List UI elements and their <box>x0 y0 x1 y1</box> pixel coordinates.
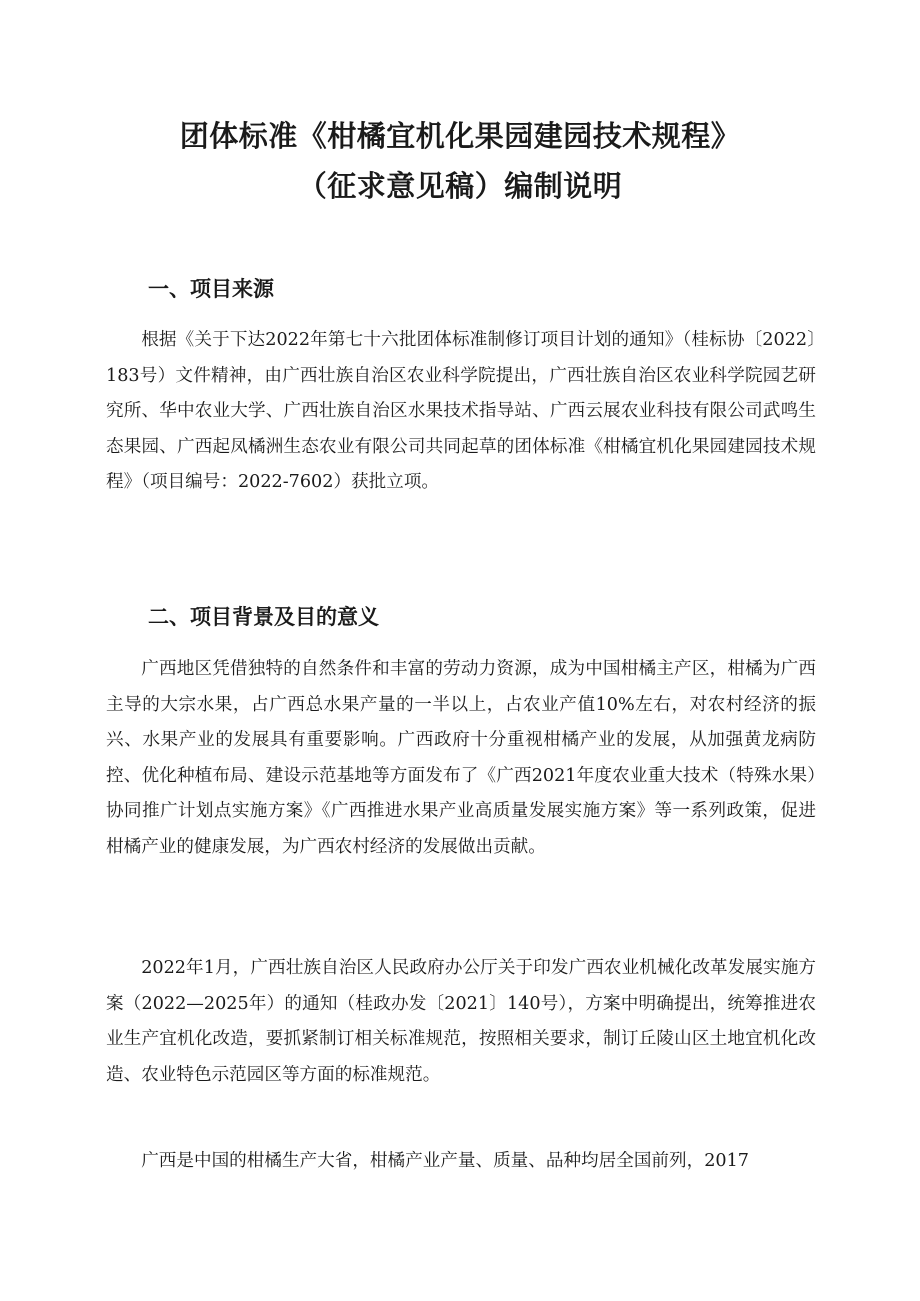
paragraph-project-source: 根据《关于下达2022年第七十六批团体标准制修订项目计划的通知》（桂标协〔2022〕183号）文件精神，由广西壮族自治区农业科学院提出，广西壮族自治区农业科学院园艺研究所、华中农业大学、广西壮族自治区水果技术指导站、广西云展农业科技有限公司武鸣生态果园、广西起凤橘洲生态农业有限公司共同起草的团体标准《柑橘宜机化果园建园技术规程》（项目编号：2022-7602）获批立项。 <box>106 330 816 492</box>
paragraph-background-2: 2022年1月，广西壮族自治区人民政府办公厅关于印发广西农业机械化改革发展实施方案（2022—2025年）的通知（桂政办发〔2021〕140号），方案中明确提出，统筹推进农业生产宜机化改造，要抓紧制订相关标准规范，按照相关要求，制订丘陵山区土地宜机化改造、农业特色示范园区等方面的标准规范。 <box>106 958 816 1085</box>
paragraph-background-3: 广西是中国的柑橘生产大省，柑橘产业产量、质量、品种均居全国前列，2017 <box>141 1151 749 1171</box>
paragraph-background-1: 广西地区凭借独特的自然条件和丰富的劳动力资源，成为中国柑橘主产区，柑橘为广西主导的大宗水果，占广西总水果产量的一半以上，占农业产值10%左右，对农村经济的振兴、水果产业的发展具有重要影响。广西政府十分重视柑橘产业的发展，从加强黄龙病防控、优化种植布局、建设示范基地等方面发布了《广西2021年度农业重大技术（特殊水果）协同推广计划点实施方案》《广西推进水果产业高质量发展实施方案》等一系列政策，促进柑橘产业的健康发展，为广西农村经济的发展做出贡献。 <box>106 659 816 857</box>
section-heading-project-source: 一、项目来源 <box>148 277 274 301</box>
document-title-line-1: 团体标准《柑橘宜机化果园建园技术规程》 <box>179 119 741 153</box>
section-heading-background: 二、项目背景及目的意义 <box>148 605 379 629</box>
document-title-line-2: （征求意见稿）编制说明 <box>297 169 623 203</box>
